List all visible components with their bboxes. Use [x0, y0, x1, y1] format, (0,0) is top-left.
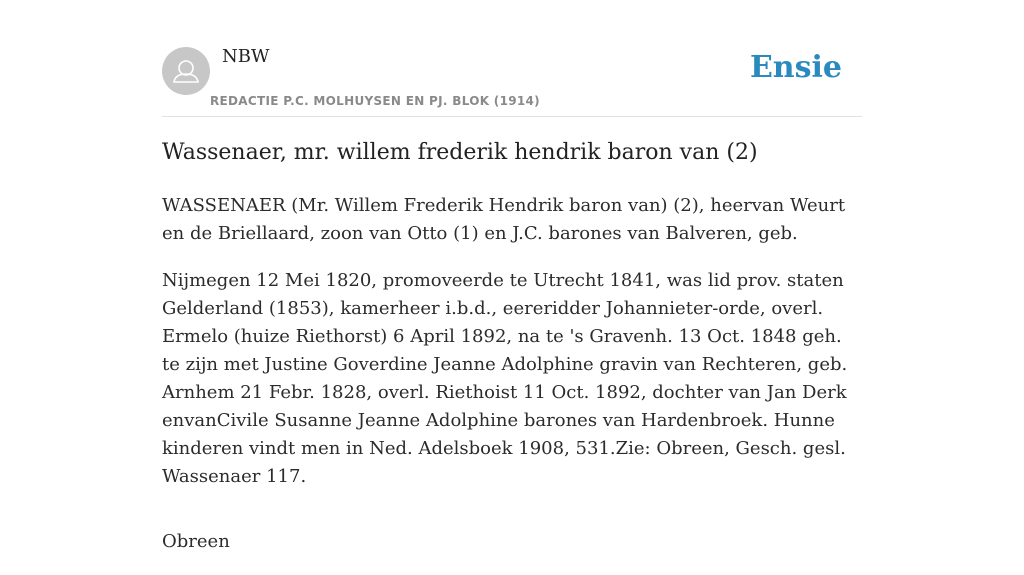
brand-logo[interactable]: Ensie: [749, 50, 842, 85]
avatar[interactable]: [162, 47, 210, 95]
article-source: Obreen: [162, 531, 230, 552]
article-body: [162, 192, 862, 575]
author-name[interactable]: NBW: [222, 46, 270, 67]
author-subtitle: REDACTIE P.C. MOLHUYSEN EN PJ. BLOK (1914): [210, 94, 540, 108]
user-icon: [162, 47, 210, 95]
article-paragraph: Nijmegen 12 Mei 1820, promoveerde te Utrecht 1841, was lid prov. staten Gelderland (1853), kamerheer i.b.d., eereridder Johannieter-orde, overl. Ermelo (huize Riethorst) 6 April 1892, na te 's Gravenh. 13 Oct. 1848 geh. te zijn met Justine Goverdine Jeanne Adolphine gravin van Rechteren, geb. Arnhem 21 Febr. 1828, overl. Riethoist 11 Oct. 1892, dochter van Jan Derk envanCivile Susanne Jeanne Adolphine barones van Hardenbroek. Hunne kinderen vindt men in Ned. Adelsboek 1908, 531.Zie: Obreen, Gesch. gesl. Wassenaer 117.: [162, 270, 848, 487]
article-paragraph: WASSENAER (Mr. Willem Frederik Hendrik baron van) (2), heervan Weurt en de Briellaard, zoon van Otto (1) en J.C. barones van Balveren, geb.: [162, 195, 846, 244]
article-title: Wassenaer, mr. willem frederik hendrik baron van (2): [162, 140, 758, 165]
header: [162, 0, 862, 117]
